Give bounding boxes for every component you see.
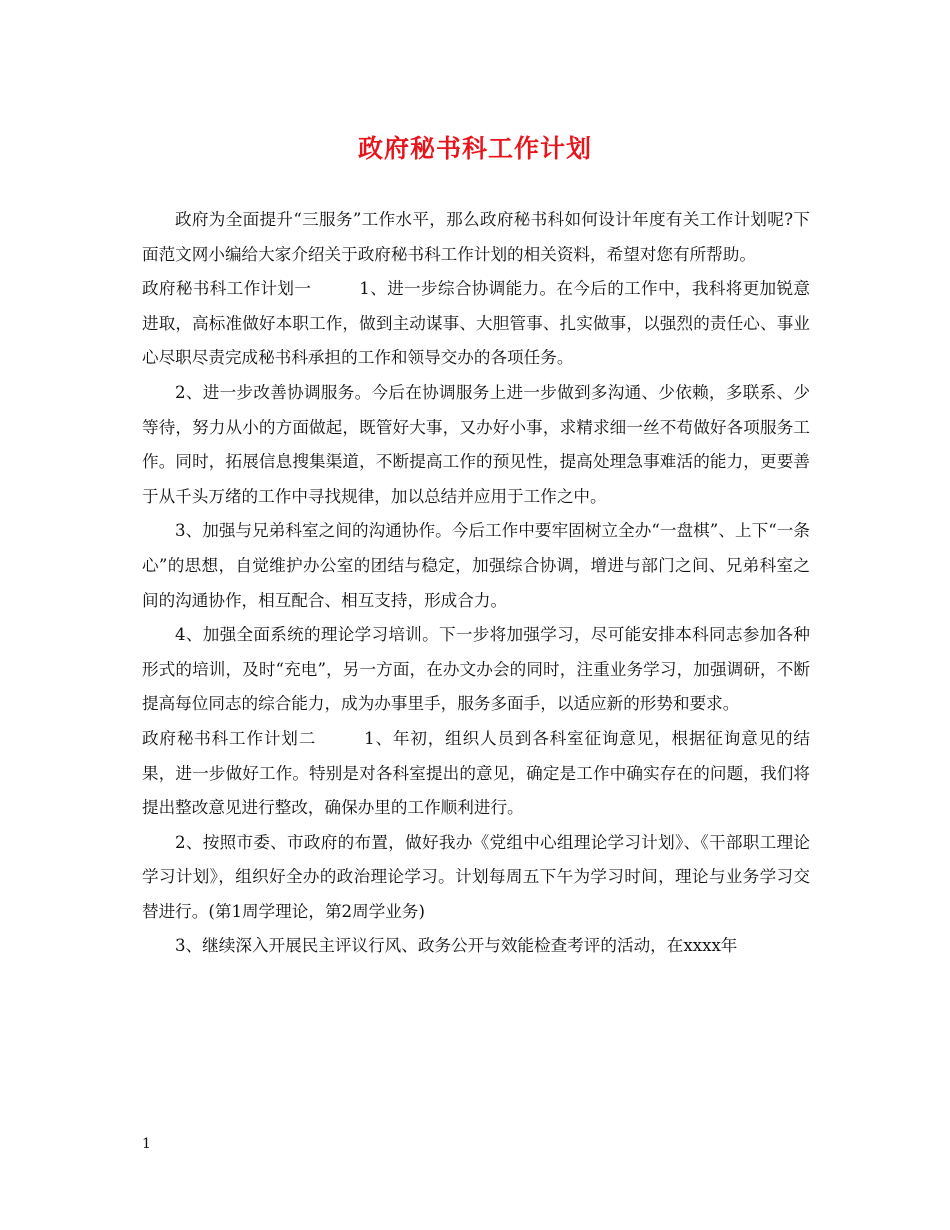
plan1-item-2: 2、进一步改善协调服务。今后在协调服务上进一步做到多沟通、少依赖，多联系、少等待，努力从小的方面做起，既管好大事，又办好小事，求精求细一丝不苟做好各项服务工作。同时，拓展信息搜集渠道，不断提高工作的预见性，提高处理急事难活的能力，更要善于从千头万绪的工作中寻找规律，加以总结并应用于工作之中。	[142, 382, 810, 506]
plan2-item-2: 2、按照市委、市政府的布置，做好我办《党组中心组理论学习计划》、《干部职工理论学习计划》，组织好全办的政治理论学习。计划每周五下午为学习时间，理论与业务学习交替进行。(第1周学理论，第2周学业务)	[142, 832, 810, 921]
document-body	[142, 203, 810, 964]
plan2-item-3: 3、继续深入开展民主评议行风、政务公开与效能检查考评的活动，在xxxx年	[175, 936, 738, 956]
page-number: 1	[142, 1136, 151, 1152]
plan2-first-paragraph	[142, 722, 810, 826]
plan1-item-1: 1、进一步综合协调能力。在今后的工作中，我科将更加锐意进取，高标准做好本职工作，做到主动谋事、大胆管事、扎实做事，以强烈的责任心、事业心尽职尽责完成秘书科承担的工作和领导交办的各项任务。	[142, 279, 811, 368]
plan1-item-4: 4、加强全面系统的理论学习培训。下一步将加强学习，尽可能安排本科同志参加各种形式的培训，及时“充电”，另一方面，在办文办会的同时，注重业务学习，加强调研，不断提高每位同志的综合能力，成为办事里手，服务多面手，以适应新的形势和要求。	[142, 625, 810, 714]
plan1-first-paragraph	[142, 272, 810, 376]
intro-paragraph: 政府为全面提升“三服务”工作水平，那么政府秘书科如何设计年度有关工作计划呢?下面范文网小编给大家介绍关于政府秘书科工作计划的相关资料，希望对您有所帮助。	[142, 210, 810, 264]
document-title: 政府秘书科工作计划	[357, 134, 592, 163]
plan1-item-3: 3、加强与兄弟科室之间的沟通协作。今后工作中要牢固树立全办“一盘棋”、上下“一条心”的思想，自觉维护办公室的团结与稳定，加强综合协调，增进与部门之间、兄弟科室之间的沟通协作，相互配合、相互支持，形成合力。	[142, 521, 810, 610]
plan2-item-1: 1、年初，组织人员到各科室征询意见，根据征询意见的结果，进一步做好工作。特别是对各科室提出的意见，确定是工作中确实存在的问题，我们将提出整改意见进行整改，确保办里的工作顺利进行。	[142, 728, 810, 818]
plan2-heading: 政府秘书科工作计划二	[142, 728, 317, 748]
plan1-heading: 政府秘书科工作计划一	[142, 279, 312, 299]
